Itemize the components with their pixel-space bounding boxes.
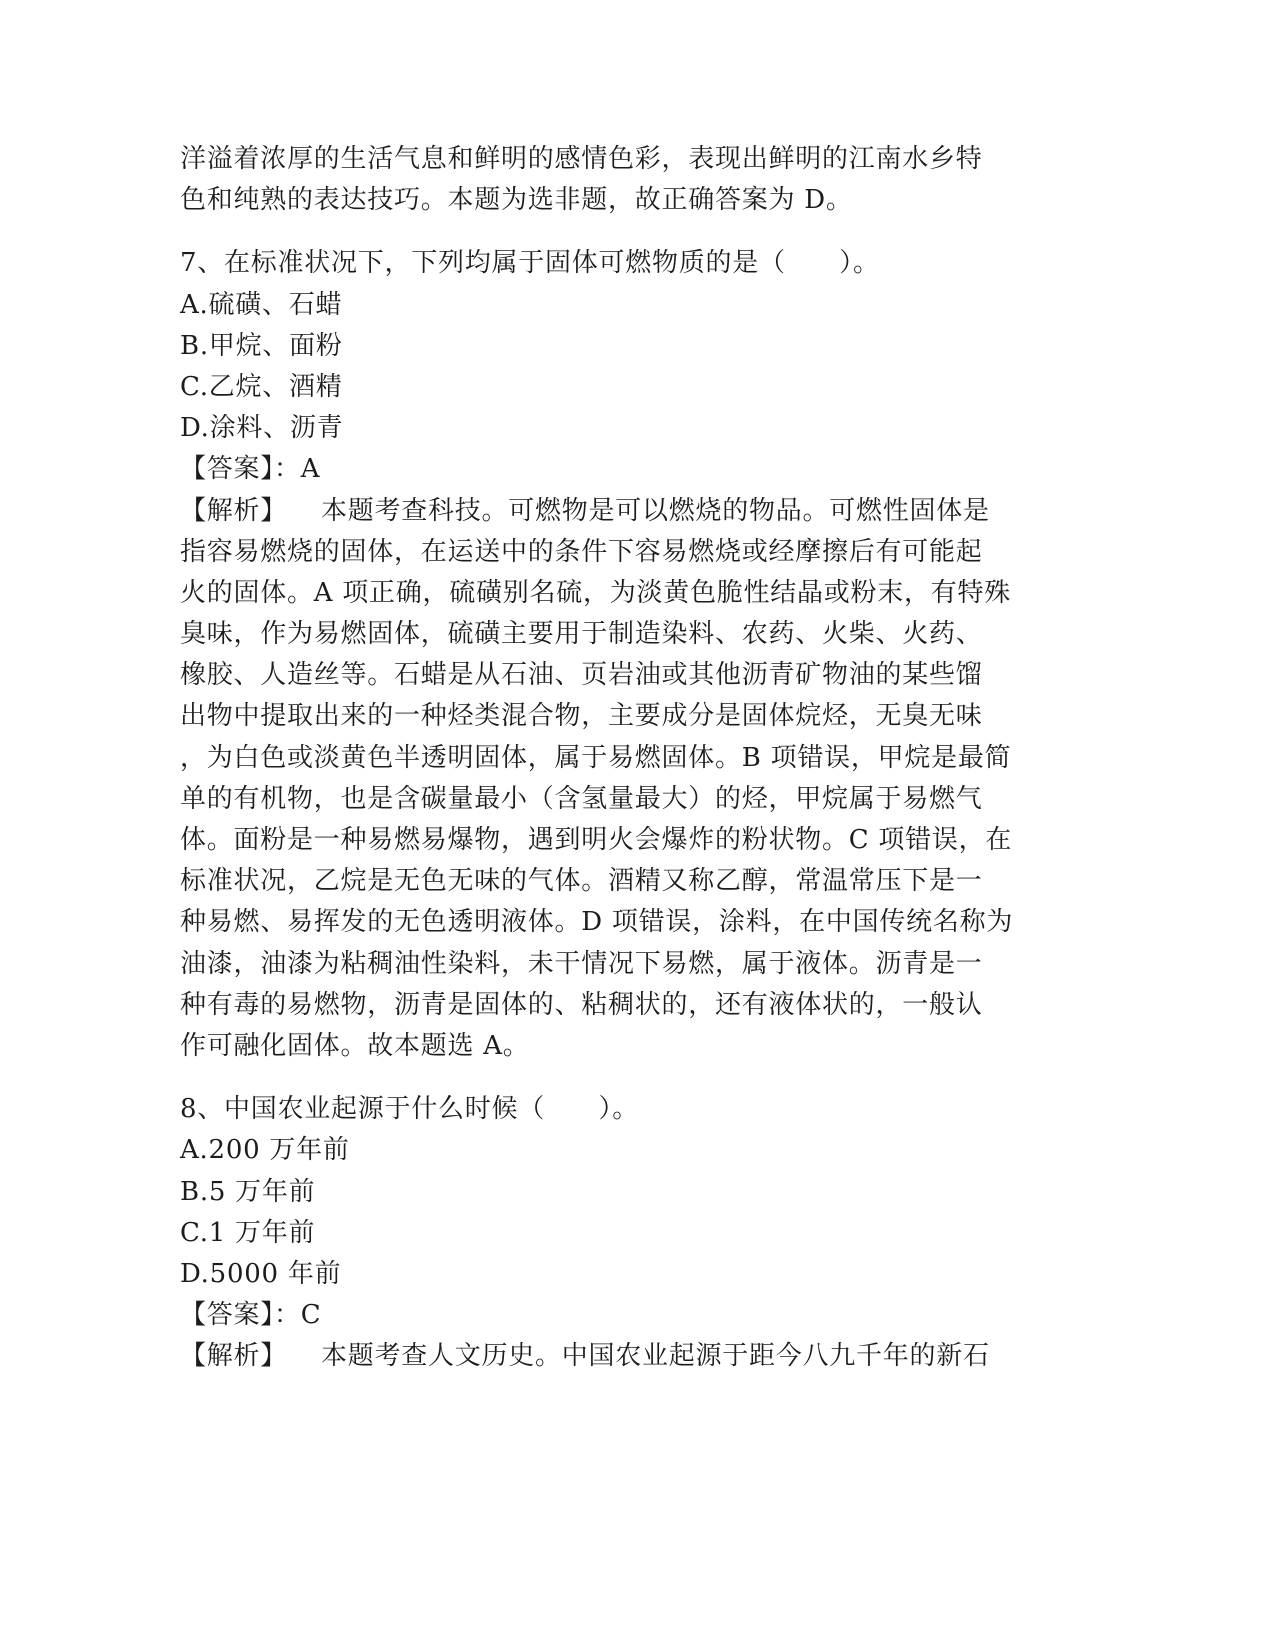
- option-d: D.涂料、沥青: [180, 413, 344, 444]
- option-a: A.硫磺、石蜡: [180, 289, 343, 320]
- analysis-first-line: [180, 491, 1275, 532]
- question-8: [180, 1089, 1275, 1377]
- analysis-line: 油漆，油漆为粘稠油性染料，未干情况下易燃，属于液体。沥青是一: [180, 948, 983, 979]
- analysis-first-line: [180, 1336, 1275, 1377]
- analysis-line: 火的固体。A 项正确，硫磺别名硫，为淡黄色脆性结晶或粉末，有特殊: [180, 577, 1012, 608]
- option-c: C.乙烷、酒精: [180, 371, 343, 402]
- analysis-label: 【解析】: [180, 1341, 288, 1372]
- option-b: B.5 万年前: [180, 1176, 316, 1207]
- question-7: [180, 243, 1275, 1067]
- answer-line: 【答案】：C: [180, 1300, 322, 1331]
- option-b: B.甲烷、面粉: [180, 330, 343, 361]
- text-line: 洋溢着浓厚的生活气息和鲜明的感情色彩，表现出鲜明的江南水乡特: [180, 144, 983, 174]
- analysis-text: 本题考查人文历史。中国农业起源于距今八九千年的新石: [321, 1341, 990, 1372]
- option-d: D.5000 年前: [180, 1258, 342, 1289]
- analysis-line: 体。面粉是一种易燃易爆物，遇到明火会爆炸的粉状物。C 项错误，在: [180, 825, 1013, 855]
- analysis-line: 作可融化固体。故本题选 A。: [180, 1030, 530, 1061]
- analysis-line: 标准状况，乙烷是无色无味的气体。酒精又称乙醇，常温常压下是一: [180, 866, 983, 897]
- analysis-line: 指容易燃烧的固体，在运送中的条件下容易燃烧或经摩擦后有可能起: [180, 536, 983, 567]
- option-a: A.200 万年前: [180, 1135, 350, 1166]
- text-line: 色和纯熟的表达技巧。本题为选非题，故正确答案为 D。: [180, 185, 853, 216]
- analysis-line: 种有毒的易燃物，沥青是固体的、粘稠状的，还有液体状的，一般认: [180, 989, 983, 1020]
- analysis-line: 臭味，作为易燃固体，硫磺主要用于制造染料、农药、火柴、火药、: [180, 619, 983, 650]
- analysis-line: 种易燃、易挥发的无色透明液体。D 项错误，涂料，在中国传统名称为: [180, 907, 1014, 938]
- question-stem: 7、在标准状况下，下列均属于固体可燃物质的是（ ）。: [180, 248, 880, 279]
- answer-line: 【答案】：A: [180, 454, 321, 485]
- analysis-text: 本题考查科技。可燃物是可以燃烧的物品。可燃性固体是: [321, 495, 990, 526]
- analysis-line: 橡胶、人造丝等。石蜡是从石油、页岩油或其他沥青矿物油的某些馏: [180, 660, 983, 691]
- paragraph-continuation: [180, 139, 1275, 221]
- analysis-label: 【解析】: [180, 495, 288, 526]
- analysis-line: ，为白色或淡黄色半透明固体，属于易燃固体。B 项错误，甲烷是最简: [180, 742, 1012, 773]
- analysis-line: 出物中提取出来的一种烃类混合物，主要成分是固体烷烃，无臭无味: [180, 701, 983, 732]
- analysis-line: 单的有机物，也是含碳量最小（含氢量最大）的烃，甲烷属于易燃气: [180, 783, 983, 814]
- question-stem: 8、中国农业起源于什么时候（ ）。: [180, 1094, 640, 1125]
- option-c: C.1 万年前: [180, 1217, 316, 1248]
